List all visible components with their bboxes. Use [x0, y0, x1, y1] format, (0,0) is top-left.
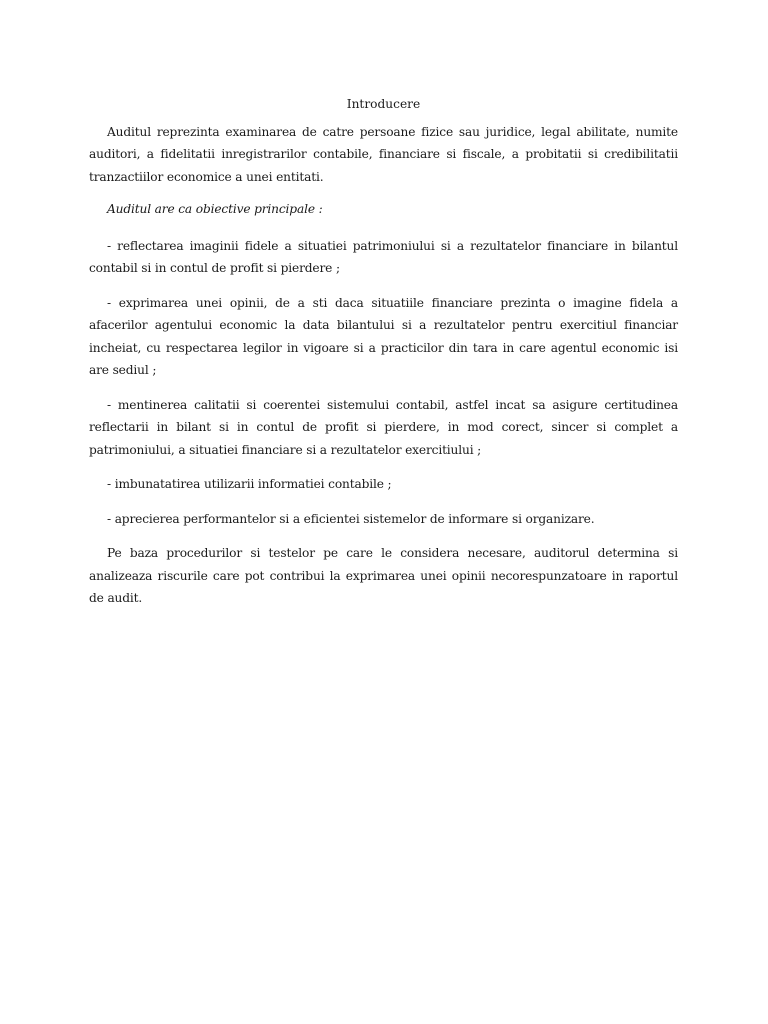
objective-item: - aprecierea performantelor si a eficientei sistemelor de informare si organizare. — [107, 511, 595, 526]
objective-item: - mentinerea calitatii si coerentei sistemului contabil, astfel incat sa asigure certitudinea reflectarii in bilant si in contul de profit si pierdere, in mod corect, sincer si complet a patrimoniului, a situatiei financiare si a rezultatelor exercitiului ; — [89, 397, 678, 457]
objectives-heading: Auditul are ca obiective principale : — [107, 202, 323, 216]
intro-paragraph: Auditul reprezinta examinarea de catre persoane fizice sau juridice, legal abilitate, numite auditori, a fidelitatii inregistrarilor contabile, financiare si fiscale, a probitatii si credibilitatii tranzactiilor economice a unei entitati. — [89, 124, 678, 184]
document-title: Introducere — [346, 97, 421, 111]
objective-item: - exprimarea unei opinii, de a sti daca situatiile financiare prezinta o imagine fidela a afacerilor agentului economic la data bilantului si a rezultatelor pentru exercitiul financiar incheiat, cu respectarea legilor in vigoare si a practicilor din tara in care agentul economic isi are sediul ; — [89, 295, 678, 377]
objective-item: - imbunatatirea utilizarii informatiei contabile ; — [107, 477, 392, 491]
document-body — [89, 93, 678, 620]
closing-paragraph: Pe baza procedurilor si testelor pe care le considera necesare, auditorul determina si analizeaza riscurile care pot contribui la exprimarea unei opinii necorespunzatoare in raportul de audit. — [89, 546, 678, 605]
objective-item: - reflectarea imaginii fidele a situatiei patrimoniului si a rezultatelor financiare in bilantul contabil si in contul de profit si pierdere ; — [89, 238, 678, 275]
